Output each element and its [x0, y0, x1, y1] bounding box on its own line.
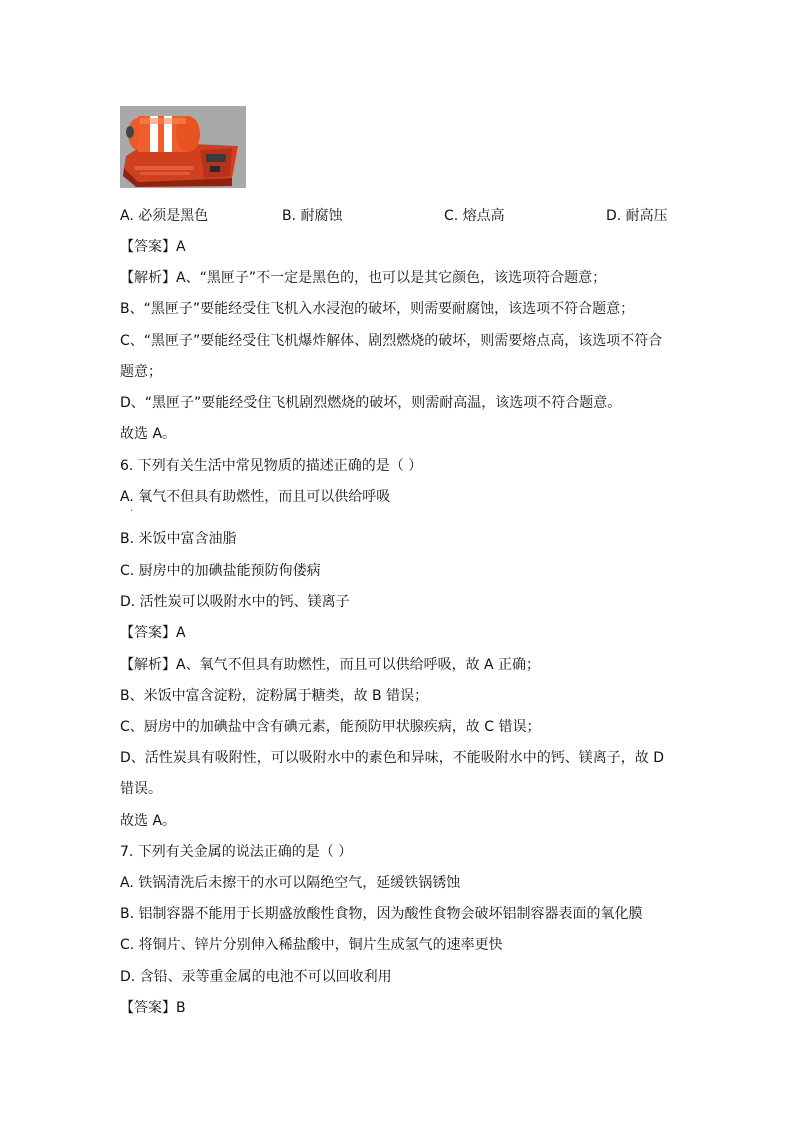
q5-option-b: B. 耐腐蚀: [282, 208, 343, 224]
q7-option-a: A. 铁锅清洗后未擦干的水可以隔绝空气，延缓铁锅锈蚀: [120, 875, 461, 891]
q6-analysis-line: 【解析】A、氧气不但具有助燃性，而且可以供给呼吸，故 A 正确；: [120, 657, 541, 673]
q6-option-a: A. 氧气不但具有助燃性，而且可以供给呼吸: [120, 489, 391, 505]
q7-answer: 【答案】B: [120, 1000, 186, 1016]
q6-analysis-line: 错误。: [120, 781, 162, 797]
q5-analysis-line: 故选 A。: [120, 426, 177, 442]
q6-analysis-line: B、米饭中富含淀粉，淀粉属于糖类，故 B 错误；: [120, 688, 429, 704]
q5-answer: 【答案】A: [120, 239, 186, 255]
q5-option-d: D. 耐高压: [606, 208, 668, 224]
q5-analysis-line: B、“黑匣子”要能经受住飞机入水浸泡的破坏，则需要耐腐蚀，该选项不符合题意；: [120, 301, 635, 317]
q6-option-d: D. 活性炭可以吸附水中的钙、镁离子: [120, 594, 350, 610]
q6-analysis-line: D、活性炭具有吸附性，可以吸附水中的素色和异味，不能吸附水中的钙、镁离子，故 D: [120, 750, 665, 766]
q5-analysis-line: D、“黑匣子”要能经受住飞机剧烈燃烧的破坏，则需耐高温，该选项不符合题意。: [120, 395, 622, 411]
q5-analysis-line: 【解析】A、“黑匣子”不一定是黑色的，也可以是其它颜色，该选项符合题意；: [120, 270, 607, 286]
stray-dot: ·: [130, 506, 134, 517]
flight-recorder-photo: [120, 106, 246, 188]
q6-stem: 6. 下列有关生活中常见物质的描述正确的是（ ）: [120, 458, 423, 474]
q6-answer: 【答案】A: [120, 625, 186, 641]
q5-option-a: A. 必须是黑色: [120, 208, 209, 224]
q5-option-c: C. 熔点高: [444, 208, 505, 224]
q6-option-c: C. 厨房中的加碘盐能预防佝偻病: [120, 563, 321, 579]
q6-analysis-line: 故选 A。: [120, 813, 177, 829]
q7-stem: 7. 下列有关金属的说法正确的是（ ）: [120, 844, 353, 860]
q5-analysis-line: C、“黑匣子”要能经受住飞机爆炸解体、剧烈燃烧的破坏，则需要熔点高，该选项不符合: [120, 333, 663, 349]
q7-option-b: B. 铝制容器不能用于长期盛放酸性食物，因为酸性食物会破坏铝制容器表面的氧化膜: [120, 906, 643, 922]
q5-analysis-line: 题意；: [120, 364, 162, 380]
q7-option-c: C. 将铜片、锌片分别伸入稀盐酸中，铜片生成氢气的速率更快: [120, 937, 503, 953]
q7-option-d: D. 含铅、汞等重金属的电池不可以回收利用: [120, 969, 392, 985]
q6-analysis-line: C、厨房中的加碘盐中含有碘元素，能预防甲状腺疾病，故 C 错误；: [120, 719, 541, 735]
q6-option-b: B. 米饭中富含油脂: [120, 531, 237, 547]
